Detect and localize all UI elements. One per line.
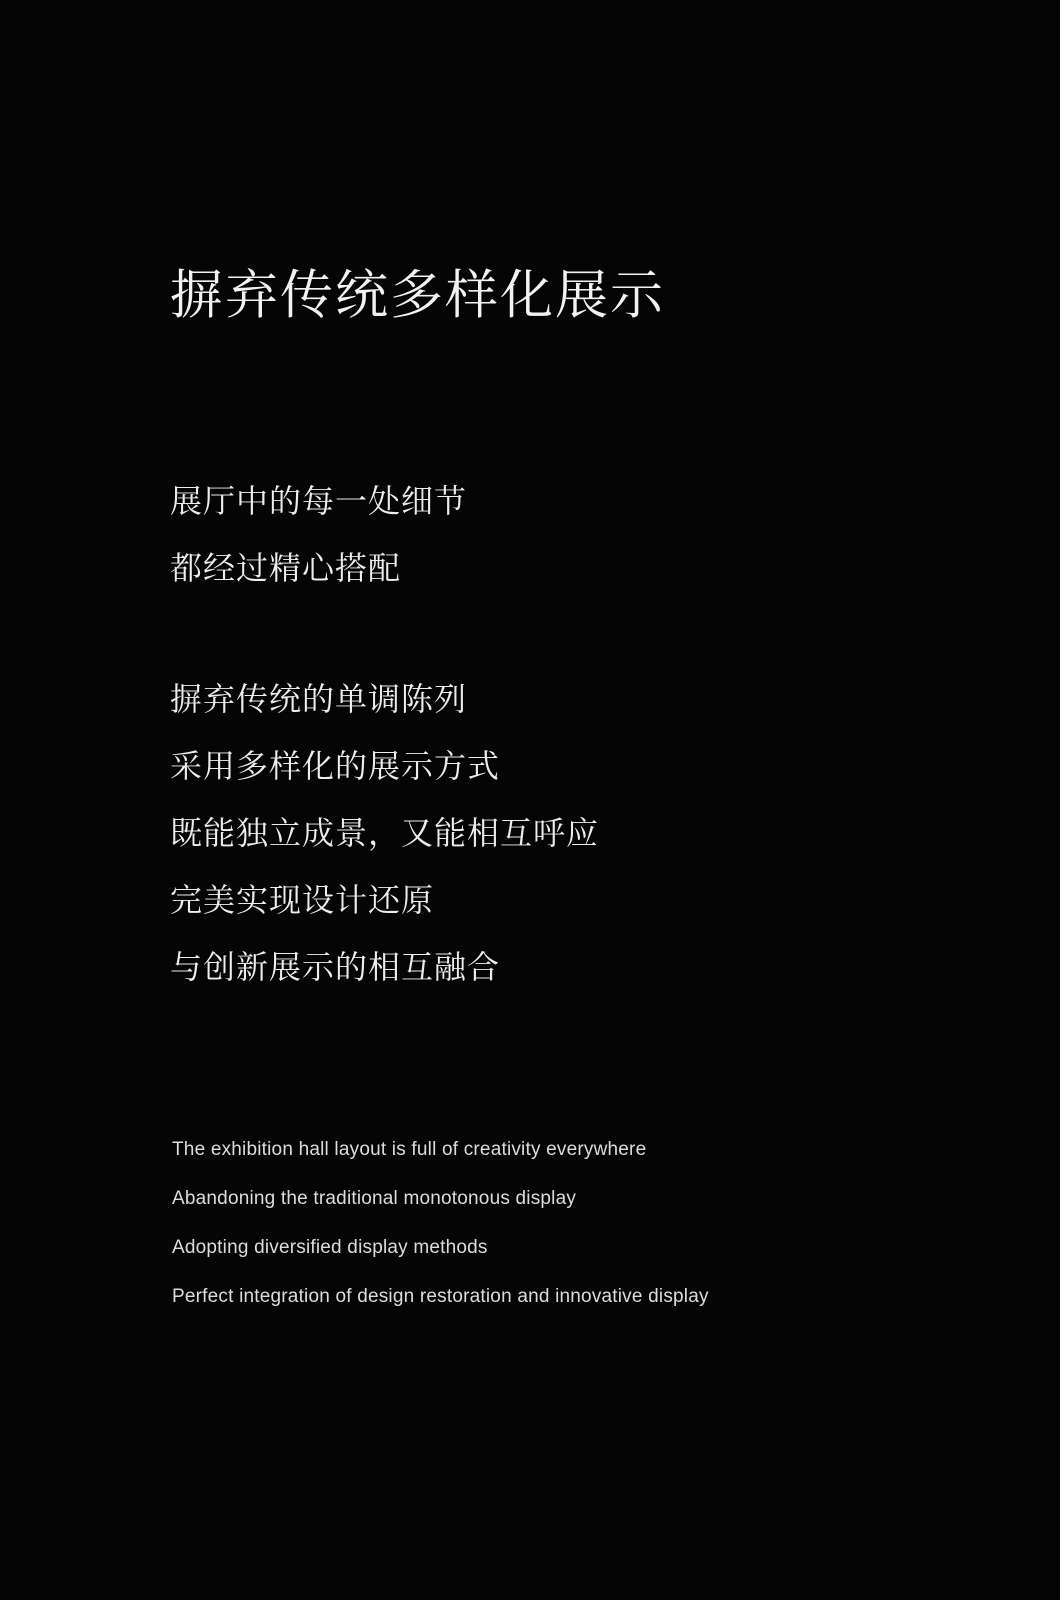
content-column (170, 0, 970, 1600)
page-title: 摒弃传统多样化展示 (170, 265, 665, 325)
text-line: Adopting diversified display methods (172, 1237, 488, 1258)
text-line: Abandoning the traditional monotonous display (172, 1188, 577, 1209)
chinese-paragraph-one (170, 468, 467, 602)
text-line: 展厅中的每一处细节 (170, 483, 468, 519)
text-line: 既能独立成景，又能相互呼应 (170, 815, 600, 851)
text-line: 完美实现设计还原 (170, 882, 435, 918)
text-line: 与创新展示的相互融合 (170, 949, 501, 985)
text-line: Perfect integration of design restoration and innovative display (172, 1286, 709, 1307)
english-paragraph (172, 1125, 709, 1321)
text-line: 摒弃传统的单调陈列 (170, 681, 468, 717)
text-line: The exhibition hall layout is full of creativity everywhere (172, 1139, 647, 1160)
text-line: 采用多样化的展示方式 (170, 748, 501, 784)
chinese-paragraph-two (170, 666, 599, 1001)
text-line: 都经过精心搭配 (170, 550, 402, 586)
